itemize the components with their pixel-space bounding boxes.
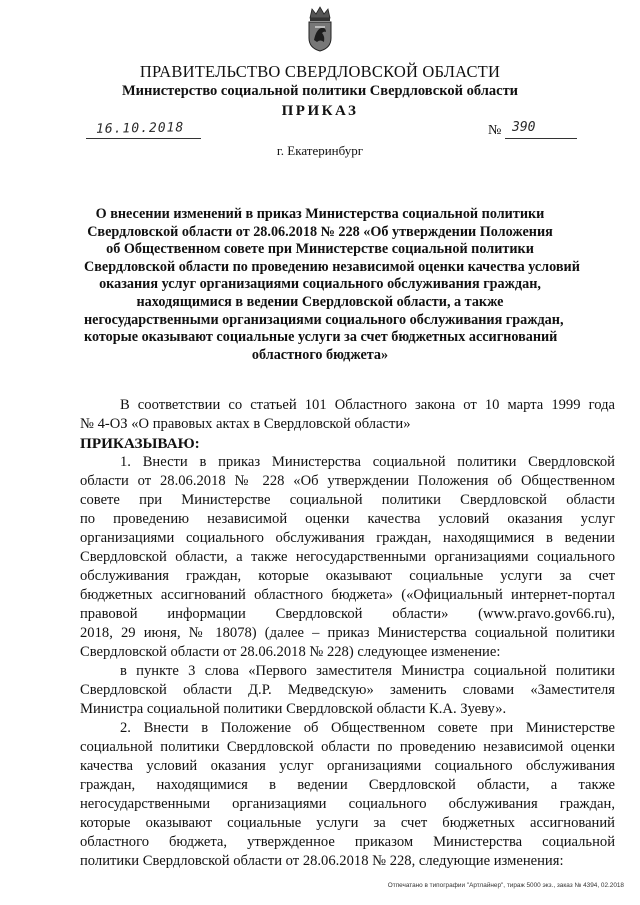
order-date-handwritten: 16.10.2018: [95, 120, 185, 137]
body-line: областного бюджета, утвержденное приказом Министерства социальной: [80, 834, 615, 850]
order-body: [80, 396, 615, 871]
body-line: качества условий оказания услуг организациями социального обслуживания: [80, 758, 615, 774]
title-line: областного бюджета»: [251, 346, 389, 363]
body-line: Свердловской области Д.Р. Медведскую» заменить словами «Заместителя: [80, 682, 615, 698]
print-footer: Отпечатано в типографии "Артлайнер", тираж 5000 экз., заказ № 4394, 02.2018: [387, 882, 624, 889]
title-line: которые оказывают социальные услуги за счет бюджетных ассигнований: [84, 329, 558, 346]
body-line: социальной политики Свердловской области по проведению независимой оценки: [80, 739, 615, 755]
body-line: 2. Внести в Положение об Общественном совете при Министерстве: [120, 720, 615, 736]
body-line: 1. Внести в приказ Министерства социальной политики Свердловской: [120, 454, 615, 470]
order-title: [84, 206, 580, 364]
body-line: правовой информации Свердловской области» (www.pravo.gov66.ru),: [80, 606, 615, 622]
body-line: граждан, находящимися в ведении Свердловской области, а также: [80, 777, 615, 793]
title-line: Свердловской области по проведению независимой оценки качества условий: [84, 258, 580, 275]
body-line: 2018, 29 июня, № 18078) (далее – приказ Министерства социальной политики: [80, 625, 615, 641]
title-line: об Общественном совете при Министерстве социальной политики: [106, 241, 534, 258]
body-line: В соответствии со статьей 101 Областного закона от 10 марта 1999 года: [120, 397, 615, 413]
body-line: совете при Министерстве социальной политики Свердловской области: [80, 492, 615, 508]
date-underline: [86, 138, 201, 139]
sverdlovsk-coat-of-arms-icon: [304, 6, 336, 52]
body-line: области от 28.06.2018 № 228 «Об утверждении Положения об Общественном: [80, 473, 615, 489]
number-label: №: [488, 123, 502, 138]
document-type: ПРИКАЗ: [281, 103, 359, 119]
body-line: организациями социального обслуживания граждан, находящимися в ведении: [80, 530, 615, 546]
body-line: политики Свердловской области от 28.06.2018 № 228, следующие изменения:: [80, 853, 564, 869]
body-line: которые оказывают социальные услуги за счет бюджетных ассигнований: [80, 815, 615, 831]
body-line: бюджетных ассигнований областного бюджета» («Официальный интернет-портал: [80, 587, 615, 603]
body-line: Министра социальной политики Свердловской области К.А. Зуеву».: [80, 701, 507, 717]
order-directive: ПРИКАЗЫВАЮ:: [80, 435, 200, 452]
body-line: негосударственными организациями социального обслуживания граждан,: [80, 796, 615, 812]
title-line: находящимися в ведении Свердловской области, а также: [136, 293, 504, 310]
number-underline: [505, 138, 577, 139]
ministry-name: Министерство социальной политики Свердловской области: [121, 83, 519, 99]
title-line: Свердловской области от 28.06.2018 № 228 «Об утверждении Положения: [87, 223, 553, 240]
body-line: Свердловской области, а также негосударственными организациями социального: [80, 549, 615, 565]
title-line: оказания услуг организациями социального обслуживания граждан,: [99, 276, 541, 293]
government-title: ПРАВИТЕЛЬСТВО СВЕРДЛОВСКОЙ ОБЛАСТИ: [139, 62, 501, 81]
title-line: негосударственными организациями социального обслуживания граждан,: [84, 311, 564, 328]
body-line: № 4-ОЗ «О правовых актах в Свердловской области»: [80, 416, 411, 432]
title-line: О внесении изменений в приказ Министерства социальной политики: [95, 206, 545, 222]
order-number-handwritten: 390: [512, 120, 536, 135]
body-line: обслуживания граждан, которые оказывают социальные услуги за счет: [80, 568, 615, 584]
body-line: Свердловской области от 28.06.2018 № 228) следующее изменение:: [80, 644, 501, 660]
body-line: по проведению независимой оценки качества условий оказания услуг: [80, 511, 615, 527]
body-line: в пункте 3 слова «Первого заместителя Министра социальной политики: [120, 663, 615, 679]
city: г. Екатеринбург: [276, 143, 364, 158]
